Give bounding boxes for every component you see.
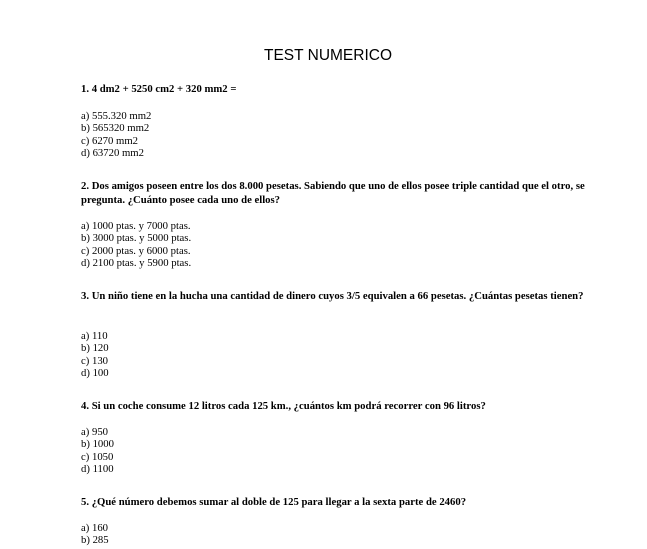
option-5a: a) 160 — [81, 522, 109, 534]
option-2d: d) 2100 ptas. y 5900 ptas. — [81, 257, 192, 270]
question-5: 5. ¿Qué número debemos sumar al doble de 125 para llegar a la sexta parte de 2460? — [81, 496, 467, 508]
option-3d: d) 100 — [81, 367, 109, 380]
option-1b: b) 565320 mm2 — [81, 122, 150, 135]
option-1c: c) 6270 mm2 — [81, 134, 138, 147]
question-4-options — [81, 426, 114, 476]
question-3-options — [81, 330, 109, 380]
option-4c: c) 1050 — [81, 450, 114, 463]
question-2-options — [81, 220, 191, 270]
option-5b: b) 285 — [81, 534, 109, 547]
option-2c: c) 2000 ptas. y 6000 ptas. — [81, 244, 191, 257]
option-3c: c) 130 — [81, 354, 109, 367]
question-3: 3. Un niño tiene en la hucha una cantidad de dinero cuyos 3/5 equivalen a 66 pesetas. ¿Cuántas pesetas tienen? — [81, 290, 584, 302]
option-1d: d) 63720 mm2 — [81, 147, 144, 160]
option-4b: b) 1000 — [81, 438, 114, 451]
page-title: TEST NUMERICO — [263, 47, 393, 64]
option-4d: d) 1100 — [81, 463, 114, 476]
option-4a: a) 950 — [81, 426, 109, 438]
option-3b: b) 120 — [81, 342, 109, 355]
question-4: 4. Si un coche consume 12 litros cada 125 km., ¿cuántos km podrá recorrer con 96 litros? — [81, 400, 486, 412]
question-5-options — [81, 522, 109, 547]
option-1a: a) 555.320 mm2 — [81, 110, 152, 122]
option-2b: b) 3000 ptas. y 5000 ptas. — [81, 232, 192, 245]
question-2: 2. Dos amigos poseen entre los dos 8.000 pesetas. Sabiendo que uno de ellos posee triple cantidad que el otro, se pregunta. ¿Cuánto posee cada uno de ellos? — [81, 180, 585, 206]
question-1: 1. 4 dm2 + 5250 cm2 + 320 mm2 = — [81, 83, 237, 95]
option-2a: a) 1000 ptas. y 7000 ptas. — [81, 220, 191, 232]
question-1-options — [81, 110, 151, 160]
option-3a: a) 110 — [81, 330, 108, 342]
